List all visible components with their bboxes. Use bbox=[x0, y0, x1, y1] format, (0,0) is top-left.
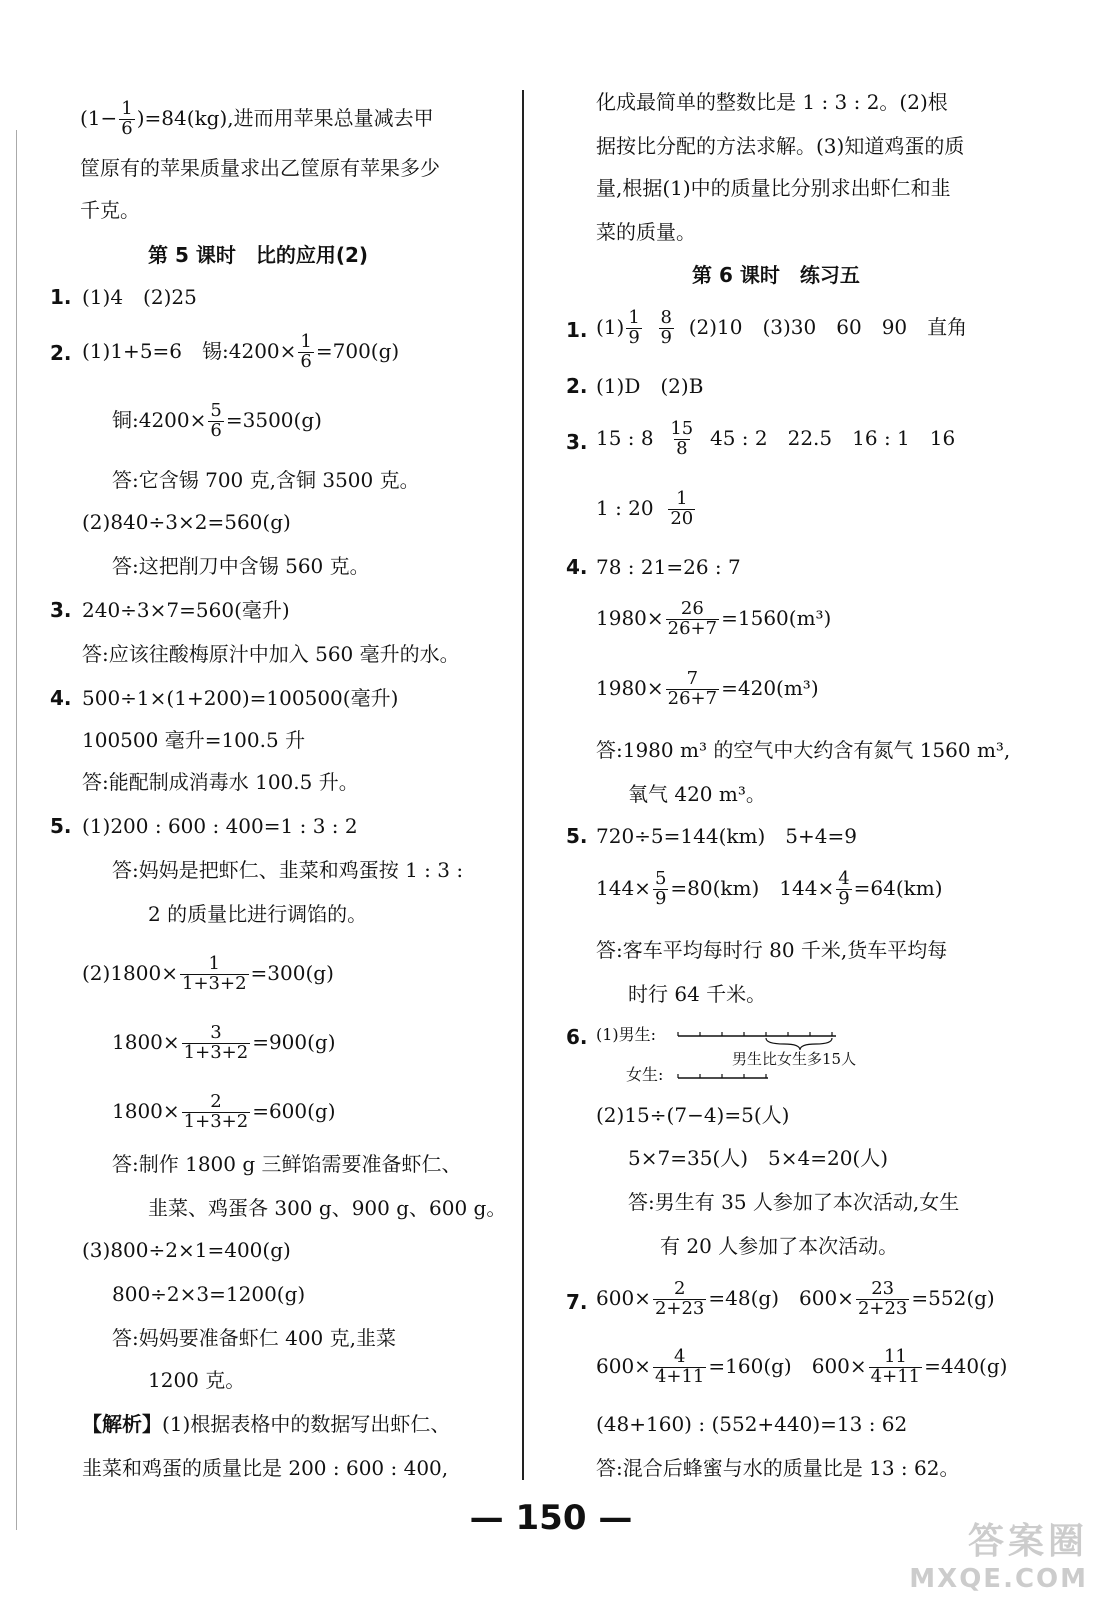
fraction: $\frac{5}{6}$ bbox=[210, 400, 222, 441]
fraction: $\frac{1}{1+3+2}$ bbox=[182, 953, 247, 994]
fraction: $\frac{4}{9}$ bbox=[838, 868, 850, 909]
answer-r-q7-a: 600× $\frac{2}{2+23}$ =48(g) 600× $\frac{23}{2+23}$ =552(g) bbox=[596, 1278, 995, 1319]
answer-q5-ans2b: 韭菜、鸡蛋各 300 g、900 g、600 g。 bbox=[148, 1196, 507, 1220]
q6-boy-label: (1)男生: bbox=[596, 1025, 657, 1044]
answer-r-q5-ans-b: 时行 64 千米。 bbox=[628, 982, 767, 1006]
continued-line-3: 千克。 bbox=[80, 198, 140, 222]
answer-r-q6-b: (2)15÷(7−4)=5(人) bbox=[596, 1103, 790, 1127]
answer-r-q4-c: 1980× $\frac{7}{26+7}$ =420(m³) bbox=[596, 668, 819, 709]
answer-q4-b: 100500 毫升=100.5 升 bbox=[82, 728, 306, 752]
section-heading-5: 第 5 课时 比的应用(2) bbox=[148, 243, 369, 267]
fraction: $\frac{7}{26+7}$ bbox=[667, 668, 718, 709]
continued-line-1: (1− $\frac{1}{6}$ )=84(kg),进而用苹果总量减去甲 bbox=[80, 98, 434, 139]
fraction: $\frac{5}{9}$ bbox=[654, 868, 667, 909]
answer-q5-b3: 1800× $\frac{2}{1+3+2}$ =600(g) bbox=[112, 1091, 336, 1132]
fraction: $\frac{15}{8}$ bbox=[670, 418, 694, 459]
answer-r-q2: (1)D (2)B bbox=[596, 374, 704, 398]
question-number: 2. bbox=[566, 374, 588, 398]
answer-q3: 240÷3×7=560(毫升) bbox=[82, 598, 290, 622]
fraction: $\frac{2}{1+3+2}$ bbox=[183, 1091, 249, 1132]
question-number: 5. bbox=[566, 824, 588, 848]
answer-q3-ans: 答:应该往酸梅原汁中加入 560 毫升的水。 bbox=[82, 642, 460, 666]
answer-r-q5-ans-a: 答:客车平均每时行 80 千米,货车平均每 bbox=[596, 938, 948, 962]
fraction: $\frac{1}{20}$ bbox=[670, 488, 694, 529]
fraction: $\frac{1}{6}$ bbox=[121, 98, 133, 139]
segment-brace-label: 男生比女生多15人 bbox=[732, 1050, 857, 1068]
answer-q5-ans2a: 答:制作 1800 g 三鲜馅需要准备虾仁、 bbox=[112, 1152, 462, 1176]
answer-r-q6-c: 5×7=35(人) 5×4=20(人) bbox=[628, 1146, 889, 1170]
answer-q5-ans3b: 1200 克。 bbox=[148, 1368, 246, 1392]
question-number: 4. bbox=[566, 555, 588, 579]
answer-r-q5-a: 720÷5=144(km) 5+4=9 bbox=[596, 824, 857, 848]
answer-r-q3-a: 15 : 8 $\frac{15}{8}$ 45 : 2 22.5 16 : 1 16 bbox=[596, 418, 956, 459]
fraction: $\frac{4}{4+11}$ bbox=[654, 1346, 705, 1387]
question-number: 3. bbox=[566, 430, 588, 454]
answer-q1: (1)4 (2)25 bbox=[82, 285, 197, 309]
question-number: 7. bbox=[566, 1290, 588, 1314]
continued-line-2: 筐原有的苹果质量求出乙筐原有苹果多少 bbox=[80, 156, 440, 180]
fraction: $\frac{11}{4+11}$ bbox=[870, 1346, 921, 1387]
continued-line-r2: 据按比分配的方法求解。(3)知道鸡蛋的质 bbox=[596, 134, 965, 158]
answer-q5-b2: 1800× $\frac{3}{1+3+2}$ =900(g) bbox=[112, 1022, 336, 1063]
continued-line-r1: 化成最简单的整数比是 1 : 3 : 2。(2)根 bbox=[596, 90, 948, 114]
analysis-line-2: 韭菜和鸡蛋的质量比是 200 : 600 : 400, bbox=[82, 1456, 449, 1480]
answer-q4-ans: 答:能配制成消毒水 100.5 升。 bbox=[82, 770, 359, 794]
page-number: — 150 — bbox=[469, 1498, 633, 1538]
answer-q5-a: (1)200 : 600 : 400=1 : 3 : 2 bbox=[82, 814, 358, 838]
answer-r-q7-b: 600× $\frac{4}{4+11}$ =160(g) 600× $\frac{11}{4+11}$ =440(g) bbox=[596, 1346, 1008, 1387]
question-number: 5. bbox=[50, 814, 72, 838]
answer-q5-b1: (2)1800× $\frac{1}{1+3+2}$ =300(g) bbox=[82, 953, 334, 994]
answer-q5-c1: (3)800÷2×1=400(g) bbox=[82, 1238, 291, 1262]
segment-diagram-girl bbox=[676, 1070, 776, 1084]
question-number: 6. bbox=[566, 1025, 588, 1049]
fraction: $\frac{3}{1+3+2}$ bbox=[183, 1022, 249, 1063]
answer-q5-ans1b: 2 的质量比进行调馅的。 bbox=[148, 902, 368, 926]
answer-q5-c2: 800÷2×3=1200(g) bbox=[112, 1282, 306, 1306]
answer-r-q7-c: (48+160) : (552+440)=13 : 62 bbox=[596, 1412, 908, 1436]
question-number: 2. bbox=[50, 341, 72, 365]
answer-q2-a: (1)1+5=6 锡:4200× $\frac{1}{6}$ =700(g) bbox=[82, 331, 400, 372]
answer-r-q4-ans-a: 答:1980 m³ 的空气中大约含有氮气 1560 m³, bbox=[596, 738, 1011, 762]
analysis-line-1: 【解析】(1)根据表格中的数据写出虾仁、 bbox=[82, 1412, 451, 1436]
section-heading-6: 第 6 课时 练习五 bbox=[692, 263, 860, 287]
answer-r-q6-ans-a: 答:男生有 35 人参加了本次活动,女生 bbox=[628, 1190, 960, 1214]
watermark bbox=[909, 1513, 1088, 1594]
answer-r-q4-b: 1980× $\frac{26}{26+7}$ =1560(m³) bbox=[596, 598, 832, 639]
fraction: $\frac{2}{2+23}$ bbox=[654, 1278, 705, 1319]
fraction: $\frac{26}{26+7}$ bbox=[667, 598, 718, 639]
continued-line-r3: 量,根据(1)中的质量比分别求出虾仁和韭 bbox=[596, 176, 951, 200]
question-number: 3. bbox=[50, 598, 72, 622]
question-number: 1. bbox=[50, 285, 72, 309]
binding-margin-line bbox=[16, 130, 17, 1530]
fraction: $\frac{23}{2+23}$ bbox=[857, 1278, 908, 1319]
answer-r-q3-b: 1 : 20 $\frac{1}{20}$ bbox=[596, 488, 694, 529]
column-divider bbox=[522, 90, 524, 1480]
answer-q4-a: 500÷1×(1+200)=100500(毫升) bbox=[82, 686, 399, 710]
analysis-label: 【解析】 bbox=[82, 1412, 162, 1436]
fraction: $\frac{8}{9}$ bbox=[660, 307, 672, 348]
question-number: 4. bbox=[50, 686, 72, 710]
answer-q2-ans1: 答:它含锡 700 克,含铜 3500 克。 bbox=[112, 468, 420, 492]
answer-q5-ans3a: 答:妈妈要准备虾仁 400 克,韭菜 bbox=[112, 1326, 396, 1350]
watermark-line-2: MXQE.COM bbox=[909, 1564, 1088, 1594]
continued-line-r4: 菜的质量。 bbox=[596, 220, 696, 244]
answer-q2-b: 铜:4200× $\frac{5}{6}$ =3500(g) bbox=[112, 400, 322, 441]
watermark-line-1: 答案圈 bbox=[967, 1521, 1088, 1562]
answer-r-q4-ans-b: 氧气 420 m³。 bbox=[628, 782, 766, 806]
fraction: $\frac{1}{9}$ bbox=[628, 307, 640, 348]
answer-q2-ans2: 答:这把削刀中含锡 560 克。 bbox=[112, 554, 370, 578]
answer-r-q4-a: 78 : 21=26 : 7 bbox=[596, 555, 741, 579]
answer-q5-ans1a: 答:妈妈是把虾仁、韭菜和鸡蛋按 1 : 3 : bbox=[112, 858, 464, 882]
answer-q2-c: (2)840÷3×2=560(g) bbox=[82, 510, 291, 534]
q6-girl-label: 女生: bbox=[626, 1065, 664, 1084]
answer-r-q7-ans: 答:混合后蜂蜜与水的质量比是 13 : 62。 bbox=[596, 1456, 960, 1480]
fraction: $\frac{1}{6}$ bbox=[300, 331, 312, 372]
answer-r-q1: (1) $\frac{1}{9}$ $\frac{8}{9}$ (2)10 (3)30 60 90 直角 bbox=[596, 307, 968, 348]
answer-r-q6-ans-b: 有 20 人参加了本次活动。 bbox=[660, 1234, 899, 1258]
question-number: 1. bbox=[566, 318, 588, 342]
answer-r-q5-b: 144× $\frac{5}{9}$ =80(km) 144× $\frac{4}{9}$ =64(km) bbox=[596, 868, 943, 909]
